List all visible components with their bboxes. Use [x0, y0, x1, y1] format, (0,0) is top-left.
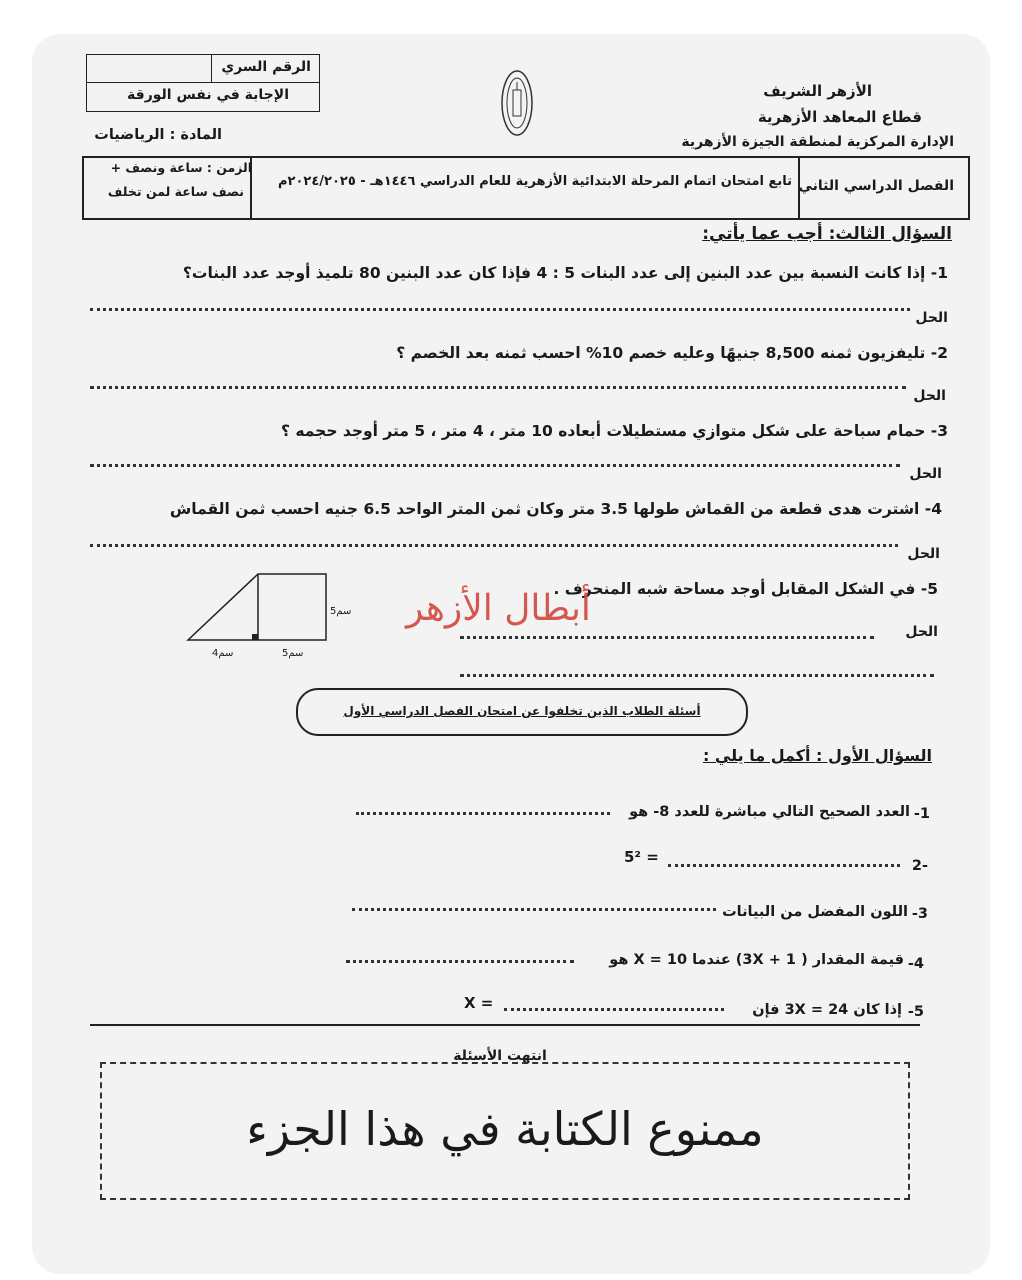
answer-line-3 — [90, 464, 900, 467]
watermark-text: أبطال الأزهر — [406, 588, 591, 629]
section3-question-1: 1- إذا كانت النسبة بين عدد البنين إلى عدد البنات 5 : 4 فإذا كان عدد البنين 80 تلميذ أوجد عدد البنات؟ — [182, 264, 948, 282]
makeup-banner — [296, 688, 748, 736]
answer-line-2 — [90, 386, 906, 389]
section3-question-5: 5- في الشكل المقابل أوجد مساحة شبه المنحرف . — [553, 580, 938, 598]
section3-question-2: 2- تليفزيون ثمنه 8,500 جنيهًا وعليه خصم 10% احسب ثمنه بعد الخصم ؟ — [396, 344, 948, 362]
answer-line-5b — [460, 674, 934, 677]
section1-item-4-text: قيمة المقدار ( 3X + 1) عندما X = 10 هو — [609, 952, 904, 968]
solution-label-3: الحل — [909, 466, 942, 482]
answer-line-5a — [460, 636, 874, 639]
figure-extension-label: 4سم — [212, 648, 234, 659]
section3-question-3: 3- حمام سباحة على شكل متوازي مستطيلات أبعاده 10 متر ، 4 متر ، 5 متر أوجد حجمه ؟ — [281, 422, 948, 440]
section1-item-3-text: اللون المفضل من البيانات — [722, 904, 908, 920]
section1-title: السؤال الأول : أكمل ما يلي : — [702, 746, 932, 765]
answer-line-4 — [90, 544, 898, 547]
institution-line-1: الأزهر الشريف — [763, 82, 872, 100]
answer-line-1 — [90, 308, 910, 311]
time-line-2: نصف ساعة لمن تخلف — [107, 184, 244, 199]
institution-line-2: قطاع المعاهد الأزهرية — [757, 108, 922, 126]
end-of-questions: انتهت الأسئلة — [453, 1048, 547, 1064]
section1-item-5-text: إذا كان 3X = 24 فإن — [752, 1002, 902, 1018]
figure-base-label: 5سم — [282, 648, 304, 659]
section1-item-1-text: العدد الصحيح التالي مباشرة للعدد 8- هو — [629, 804, 910, 820]
solution-label-5: الحل — [905, 624, 938, 640]
blank-1 — [356, 812, 610, 815]
time-line-1: الزمن : ساعة ونصف + — [110, 160, 252, 175]
section1-item-5-num: 5- — [907, 1004, 924, 1020]
blank-5a — [504, 1008, 724, 1011]
subject-label: المادة : الرياضيات — [94, 127, 222, 143]
solution-label-2: الحل — [913, 388, 946, 404]
solution-label-1: الحل — [915, 310, 948, 326]
end-divider — [90, 1024, 920, 1026]
secret-number-label: الرقم السري — [221, 59, 311, 75]
exam-title: تابع امتحان اتمام المرحلة الابتدائية الأزهرية للعام الدراسي ١٤٤٦هـ - ٢٠٢٤/٢٠٢٥م — [278, 174, 792, 189]
blank-3 — [352, 908, 716, 911]
blank-4 — [346, 960, 574, 963]
secret-number-table — [86, 54, 320, 112]
no-writing-text: ممنوع الكتابة في هذا الجزء — [246, 1102, 764, 1156]
x-equals-label: X = — [464, 994, 494, 1012]
azhar-emblem-icon — [500, 68, 534, 138]
solution-label-4: الحل — [907, 546, 940, 562]
makeup-banner-text: أسئلة الطلاب الذين تخلفوا عن امتحان الفصل الدراسي الأول — [343, 704, 701, 718]
no-writing-box — [100, 1062, 910, 1200]
section3-title: السؤال الثالث: أجب عما يأتي: — [702, 224, 952, 244]
section1-item-2-num: -2 — [911, 858, 928, 874]
institution-line-3: الإدارة المركزية لمنطقة الجيزة الأزهرية — [681, 134, 954, 150]
section1-item-1-num: 1- — [913, 806, 930, 822]
section3-question-4: 4- اشترت هدى قطعة من القماش طولها 3.5 متر وكان ثمن المتر الواحد 6.5 جنيه احسب ثمن القماش — [169, 500, 942, 518]
section1-item-3-num: 3- — [911, 906, 928, 922]
section1-item-4-num: 4- — [907, 956, 924, 972]
term-label: الفصل الدراسي الثاني — [798, 178, 954, 194]
blank-2 — [668, 864, 900, 867]
answer-note: الإجابة في نفس الورقة — [127, 87, 289, 103]
figure-height-label: 5سم — [330, 606, 352, 617]
section1-item-2-text: 5² = — [624, 848, 659, 866]
